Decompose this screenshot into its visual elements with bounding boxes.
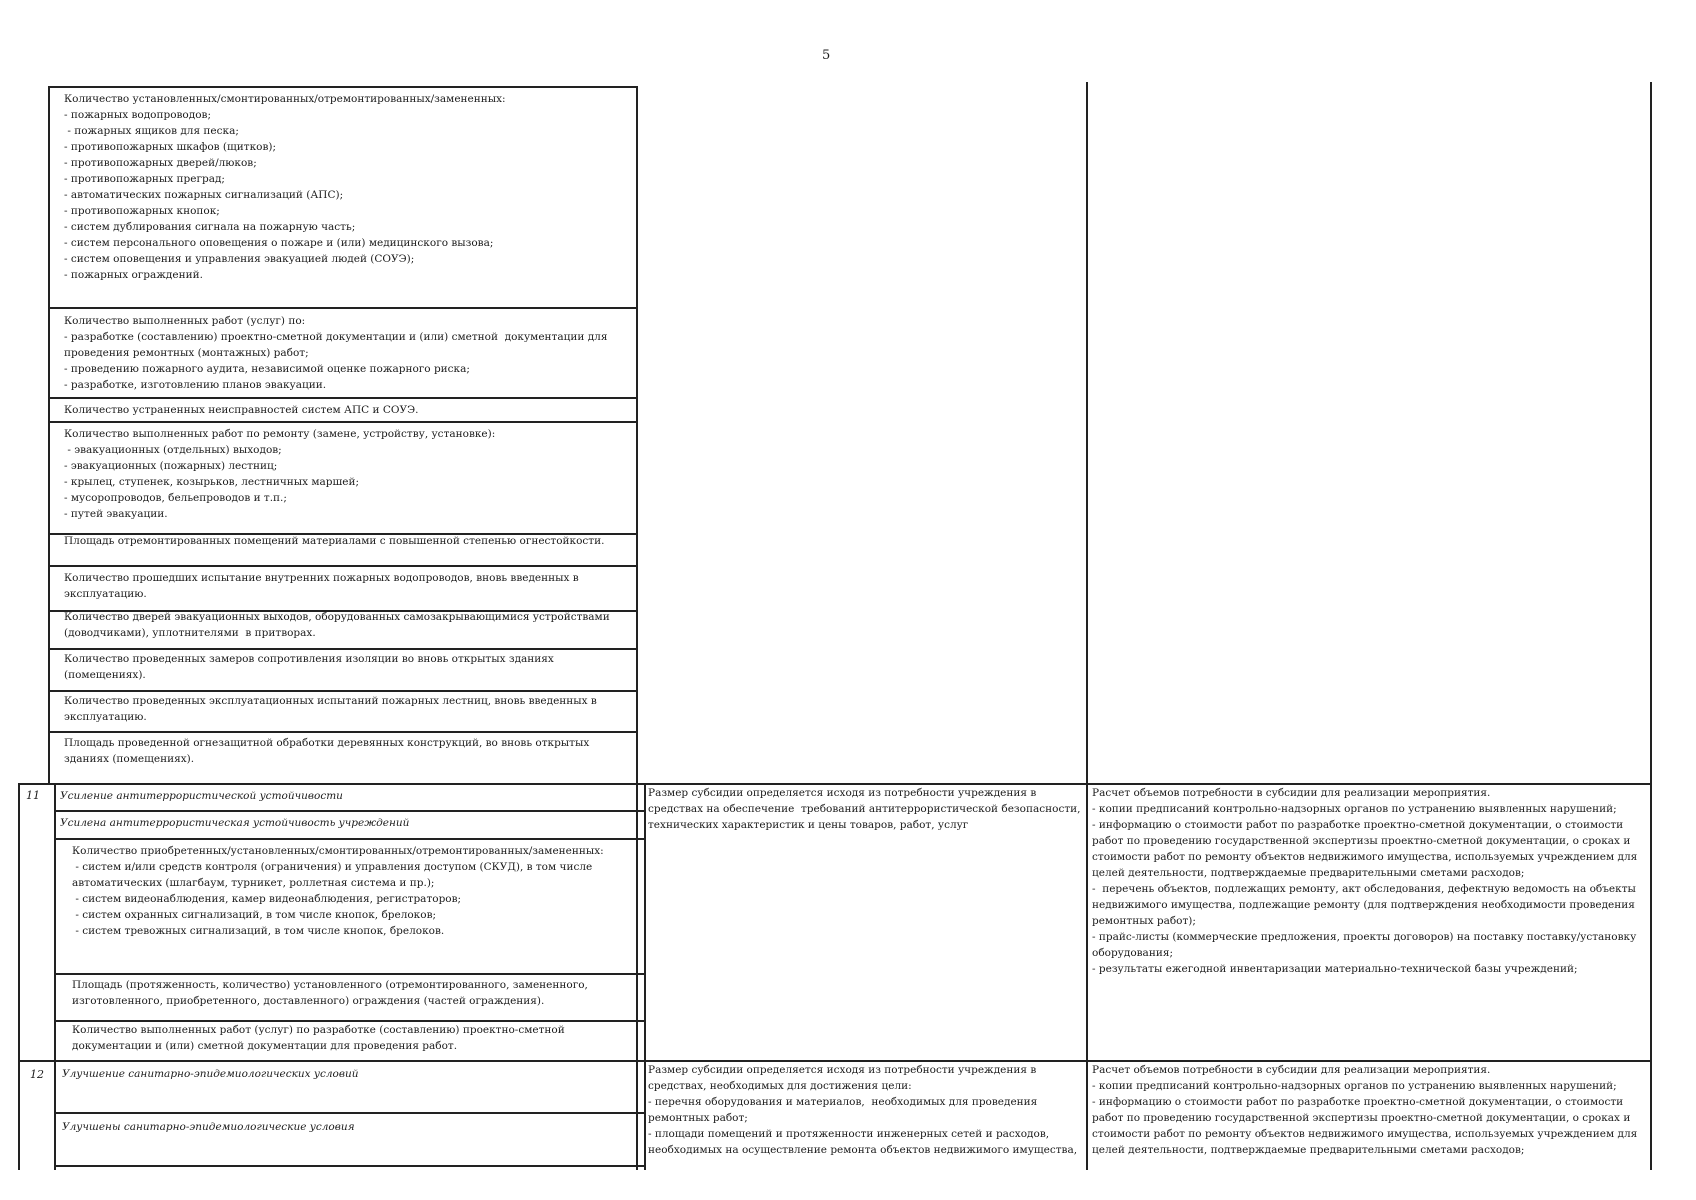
event-name: Улучшение санитарно-эпидемиологических условий <box>62 1068 359 1080</box>
indicator-block: Количество установленных/смонтированных/отремонтированных/замененных: - пожарных водопроводов; - пожарных ящиков для песка; - противопожарных шкафов (щитков); - противопожарных дверей/люков; - противопожарных преград; - автоматических пожарных сигнализаций (АПС); - противопожарных кнопок; - систем дублирования сигнала на пожарную часть; - систем персонального оповещения о пожаре и (или) медицинского вызова; - систем оповещения и управления эвакуацией людей (СОУЭ); - пожарных ограждений. <box>64 93 506 281</box>
row-number: 11 <box>26 789 40 802</box>
event-name: Усиление антитеррористической устойчивости <box>60 790 343 802</box>
indicator-block: Количество прошедших испытание внутренних пожарных водопроводов, вновь введенных в эксплуатацию. <box>64 572 582 600</box>
calculation-text: Расчет объемов потребности в субсидии для реализации мероприятия. - копии предписаний контрольно-надзорных органов по устранению выявленных нарушений; - информацию о стоимости работ по разработке проектно-сметной документации, о стоимости работ по проведению государственной экспертизы проектно-сметной документации, о сроках и стоимости работ по ремонту объектов недвижимого имущества, используемых учреждением для целей деятельности, подтверждаемые предварительными сметами расходов; - перечень объектов, подлежащих ремонту, акт обследования, дефектную ведомость на объекты недвижимого имущества, подлежащие ремонту (для подтверждения необходимости проведения ремонтных работ); - прайс-листы (коммерческие предложения, проекты договоров) на поставку поставку/установку оборудования; - результаты ежегодной инвентаризации материально-технической базы учреждений; <box>1092 787 1638 975</box>
indicator-block: Количество проведенных замеров сопротивления изоляции во вновь открытых зданиях (помещениях). <box>64 653 558 681</box>
indicator-block: Количество выполненных работ (услуг) по: - разработке (составлению) проектно-сметной документации и (или) сметной документации для проведения ремонтных (монтажных) работ; - проведению пожарного аудита, независимой оценке пожарного риска; - разработке, изготовлению планов эвакуации. <box>64 315 608 391</box>
event-result: Усилена антитеррористическая устойчивость учреждений <box>60 817 410 829</box>
indicator-block: Количество проведенных эксплуатационных испытаний пожарных лестниц, вновь введенных в эксплуатацию. <box>64 695 601 723</box>
page-number: 5 <box>822 48 831 63</box>
indicator-block: Количество дверей эвакуационных выходов, оборудованных самозакрывающимися устройствами (доводчиками), уплотнителями в притворах. <box>64 611 614 639</box>
indicator-block: Количество устраненных неисправностей систем АПС и СОУЭ. <box>64 404 419 416</box>
indicator-block: Площадь (протяженность, количество) установленного (отремонтированного, замененного, изготовленного, приобретенного, доставленного) ограждения (частей ограждения). <box>72 979 592 1007</box>
indicator-block: Количество выполненных работ (услуг) по разработке (составлению) проектно-сметной документации и (или) сметной документации для проведения работ. <box>72 1024 569 1052</box>
indicator-block: Количество приобретенных/установленных/смонтированных/отремонтированных/замененных: - систем и/или средств контроля (ограничения) и управления доступом (СКУД), в том числе автоматических (шлагбаум, турникет, роллетная система и пр.); - систем видеонаблюдения, камер видеонаблюдения, регистраторов; - систем охранных сигнализаций, в том числе кнопок, брелоков; - систем тревожных сигнализаций, в том числе кнопок, брелоков. <box>72 845 604 937</box>
indicator-block: Количество выполненных работ по ремонту (замене, устройству, установке): - эвакуационных (отдельных) выходов; - эвакуационных (пожарных) лестниц; - крылец, ступенек, козырьков, лестничных маршей; - мусоропроводов, бельепроводов и т.п.; - путей эвакуации. <box>64 428 496 520</box>
event-result: Улучшены санитарно-эпидемиологические условия <box>62 1121 355 1133</box>
indicator-block: Площадь отремонтированных помещений материалами с повышенной степенью огнестойкости. <box>64 535 605 547</box>
indicator-block: Площадь проведенной огнезащитной обработки деревянных конструкций, во вновь открытых зданиях (помещениях). <box>64 737 593 765</box>
subsidy-text: Размер субсидии определяется исходя из потребности учреждения в средствах, необходимых для достижения цели: - перечня оборудования и материалов, необходимых для проведения ремонтных работ; - площади помещений и протяженности инженерных сетей и расходов, необходимых на осуществление ремонта объектов недвижимого имущества, <box>648 1064 1078 1156</box>
subsidy-text: Размер субсидии определяется исходя из потребности учреждения в средствах на обеспечение требований антитеррористической безопасности, технических характеристик и цены товаров, работ, услуг <box>648 787 1084 831</box>
row-number: 12 <box>30 1068 44 1081</box>
calculation-text: Расчет объемов потребности в субсидии для реализации мероприятия. - копии предписаний контрольно-надзорных органов по устранению выявленных нарушений; - информацию о стоимости работ по разработке проектно-сметной документации, о стоимости работ по проведению государственной экспертизы проектно-сметной документации, о сроках и стоимости работ по ремонту объектов недвижимого имущества, используемых учреждением для целей деятельности, подтверждаемые предварительными сметами расходов; <box>1092 1064 1638 1156</box>
